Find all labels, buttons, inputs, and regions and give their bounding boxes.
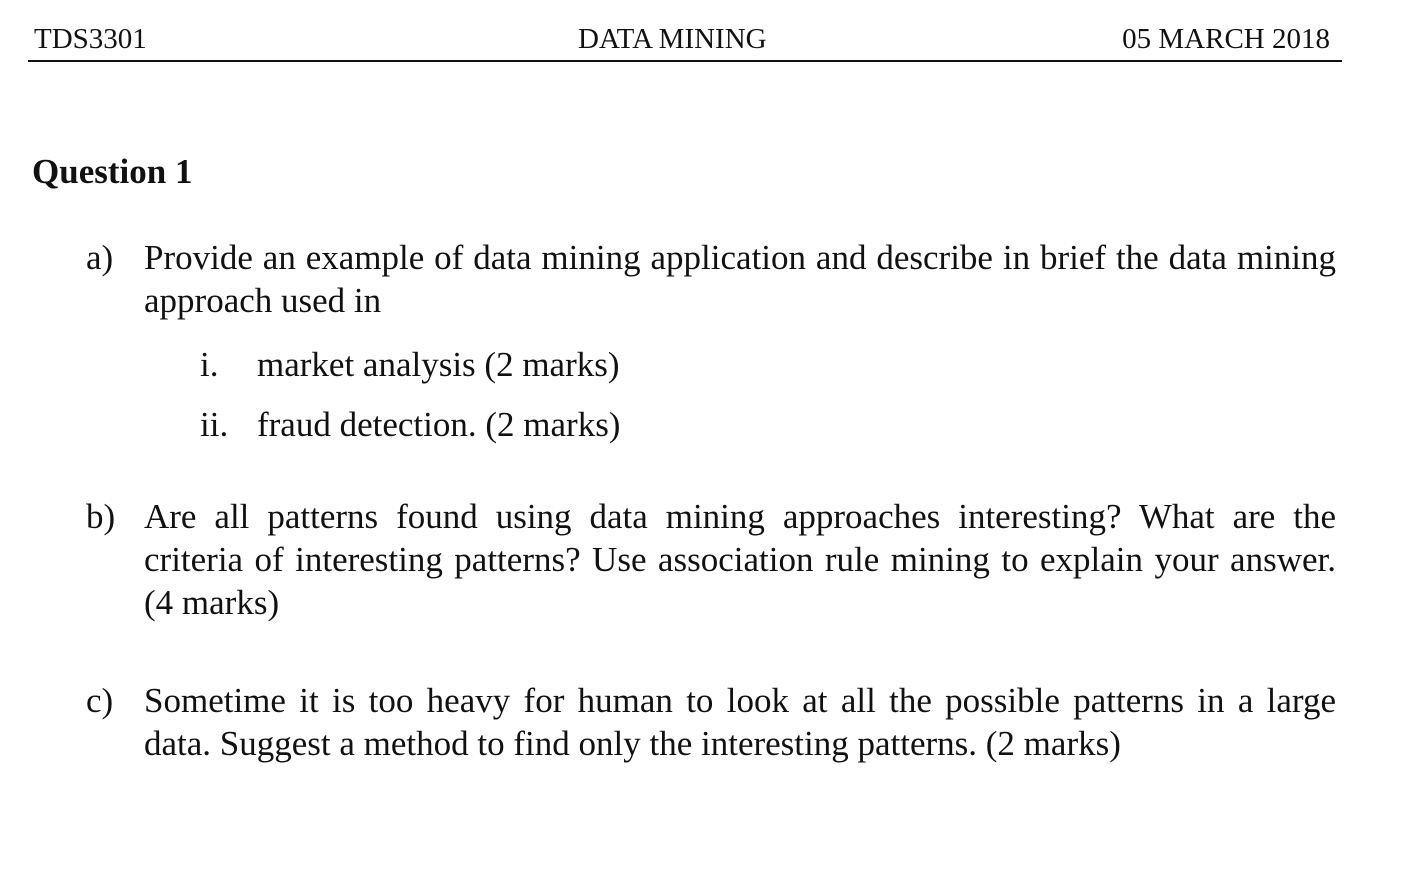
part-text: Provide an example of data mining application and describe in brief the data mining approach used in	[144, 238, 1336, 320]
course-title: DATA MINING	[578, 23, 767, 55]
subpart-label: ii.	[200, 405, 229, 444]
question-part-a	[86, 236, 1336, 322]
subpart-text: fraud detection. (2 marks)	[257, 405, 621, 444]
part-label: a)	[86, 238, 114, 277]
part-label: b)	[86, 497, 116, 536]
question-title: Question 1	[32, 152, 193, 191]
subpart-label: i.	[200, 345, 219, 384]
exam-date: 05 MARCH 2018	[1122, 23, 1330, 55]
part-text: Are all patterns found using data mining approaches interesting? What are the criteria of interesting patterns? Use association rule mining to explain your answer. (4 marks)	[144, 497, 1336, 622]
course-code: TDS3301	[34, 23, 147, 55]
question-part-c	[86, 679, 1336, 765]
question-part-b	[86, 495, 1336, 624]
part-text: Sometime it is too heavy for human to look at all the possible patterns in a large data. Suggest a method to find only the interesting patterns. (2 marks)	[144, 681, 1336, 763]
subpart-text: market analysis (2 marks)	[257, 345, 620, 384]
page-header	[28, 20, 1342, 62]
part-label: c)	[86, 681, 114, 720]
